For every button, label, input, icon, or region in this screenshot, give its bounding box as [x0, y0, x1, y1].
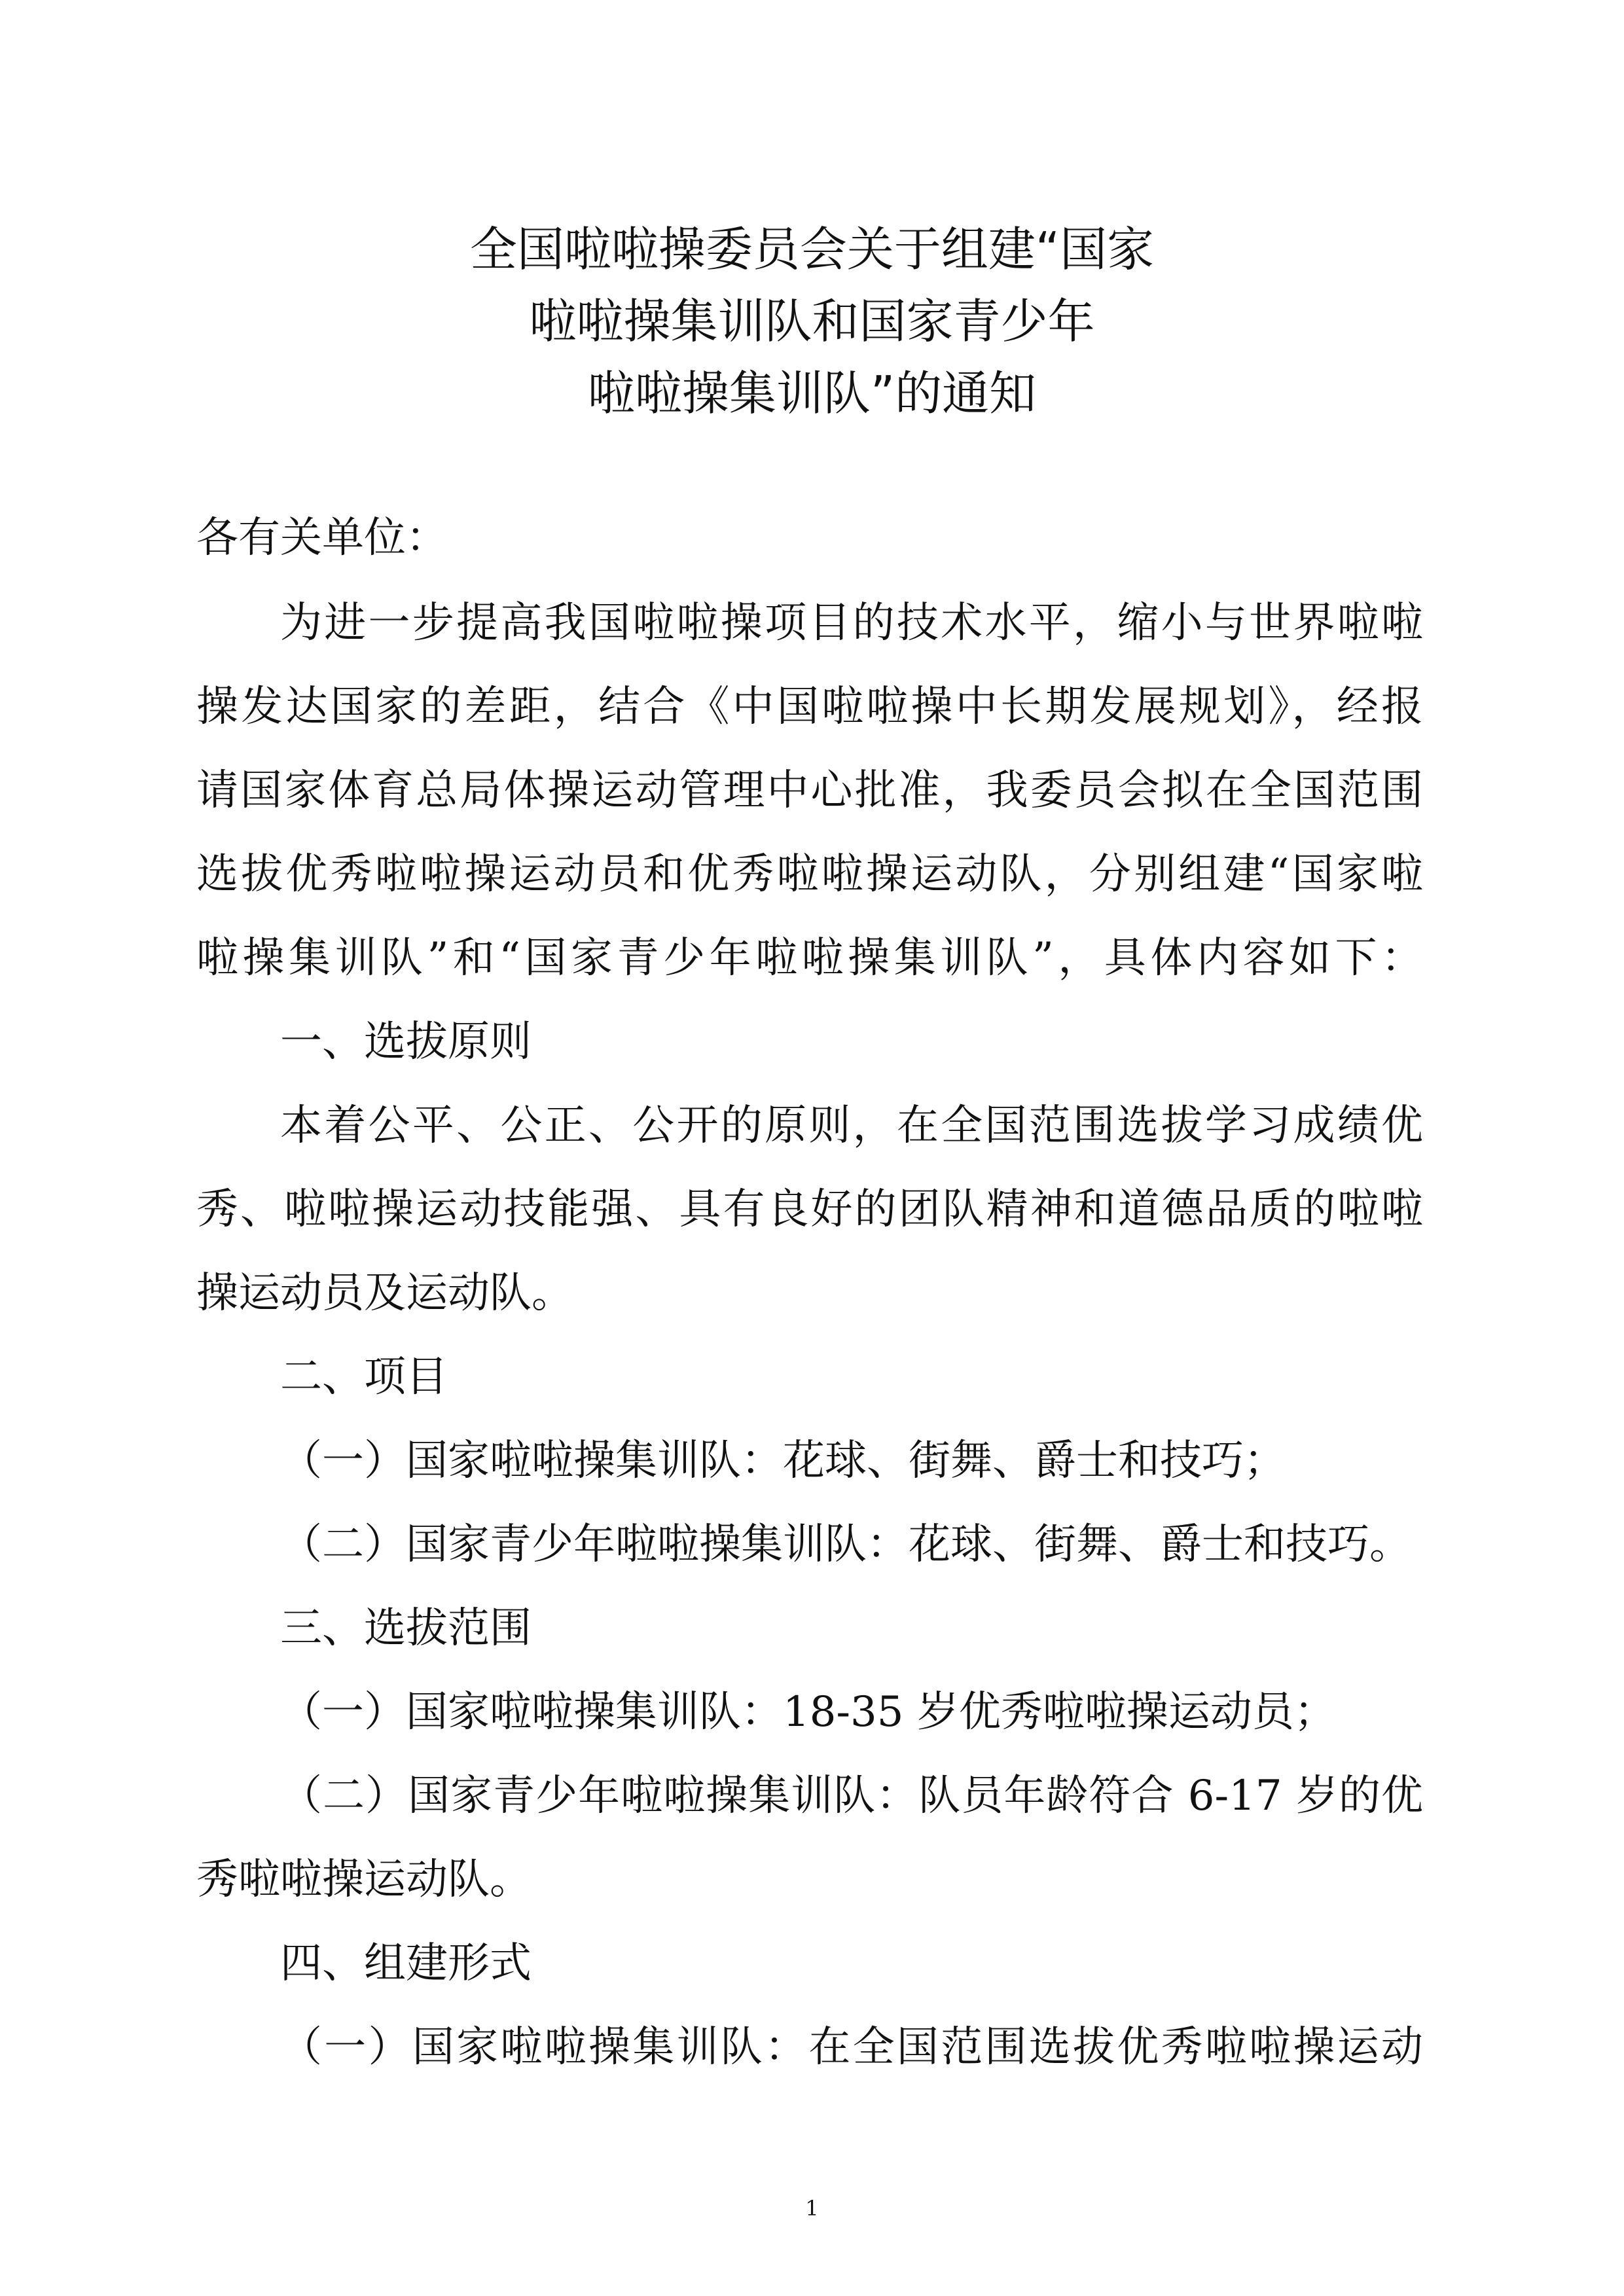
title-line-1: 全国啦啦操委员会关于组建“国家 [469, 222, 1155, 277]
intro-line-2: 操发达国家的差距，结合《中国啦啦操中长期发展规划》，经报 [196, 683, 1423, 731]
list-item: （一）国家啦啦操集训队：在全国范围选拔优秀啦啦操运动 [280, 2023, 1423, 2072]
list-item: （一）国家啦啦操集训队：18-35 岁优秀啦啦操运动员； [280, 1688, 1336, 1736]
paragraph-line: 本着公平、公正、公开的原则，在全国范围选拔学习成绩优 [280, 1102, 1423, 1150]
paragraph-line: 秀、啦啦操运动技能强、具有良好的团队精神和道德品质的啦啦 [196, 1185, 1423, 1234]
section-heading: 一、选拔原则 [280, 1018, 532, 1066]
salutation: 各有关单位： [196, 514, 448, 562]
list-item-continuation: 秀啦啦操运动队。 [196, 1856, 532, 1904]
paragraph-line: 操运动员及运动队。 [196, 1269, 573, 1318]
intro-line-1: 为进一步提高我国啦啦操项目的技术水平，缩小与世界啦啦 [280, 599, 1423, 647]
intro-line-4: 选拔优秀啦啦操运动员和优秀啦啦操运动队，分别组建“国家啦 [196, 850, 1423, 899]
section-heading: 四、组建形式 [280, 1939, 532, 1988]
section-heading: 二、项目 [280, 1353, 448, 1401]
list-item: （一）国家啦啦操集训队：花球、街舞、爵士和技巧； [280, 1437, 1286, 1485]
title-line-2: 啦啦操集训队和国家青少年 [529, 294, 1095, 349]
intro-line-5: 啦操集训队”和“国家青少年啦啦操集训队”，具体内容如下： [196, 934, 1423, 982]
page-number: 1 [805, 2196, 819, 2221]
section-heading: 三、选拔范围 [280, 1604, 532, 1653]
list-item: （二）国家青少年啦啦操集训队：队员年龄符合 6-17 岁的优 [280, 1772, 1423, 1820]
intro-line-3: 请国家体育总局体操运动管理中心批准，我委员会拟在全国范围 [196, 766, 1423, 815]
title-line-3: 啦啦操集训队”的通知 [587, 366, 1037, 421]
list-item: （二）国家青少年啦啦操集训队：花球、街舞、爵士和技巧。 [280, 1520, 1411, 1569]
